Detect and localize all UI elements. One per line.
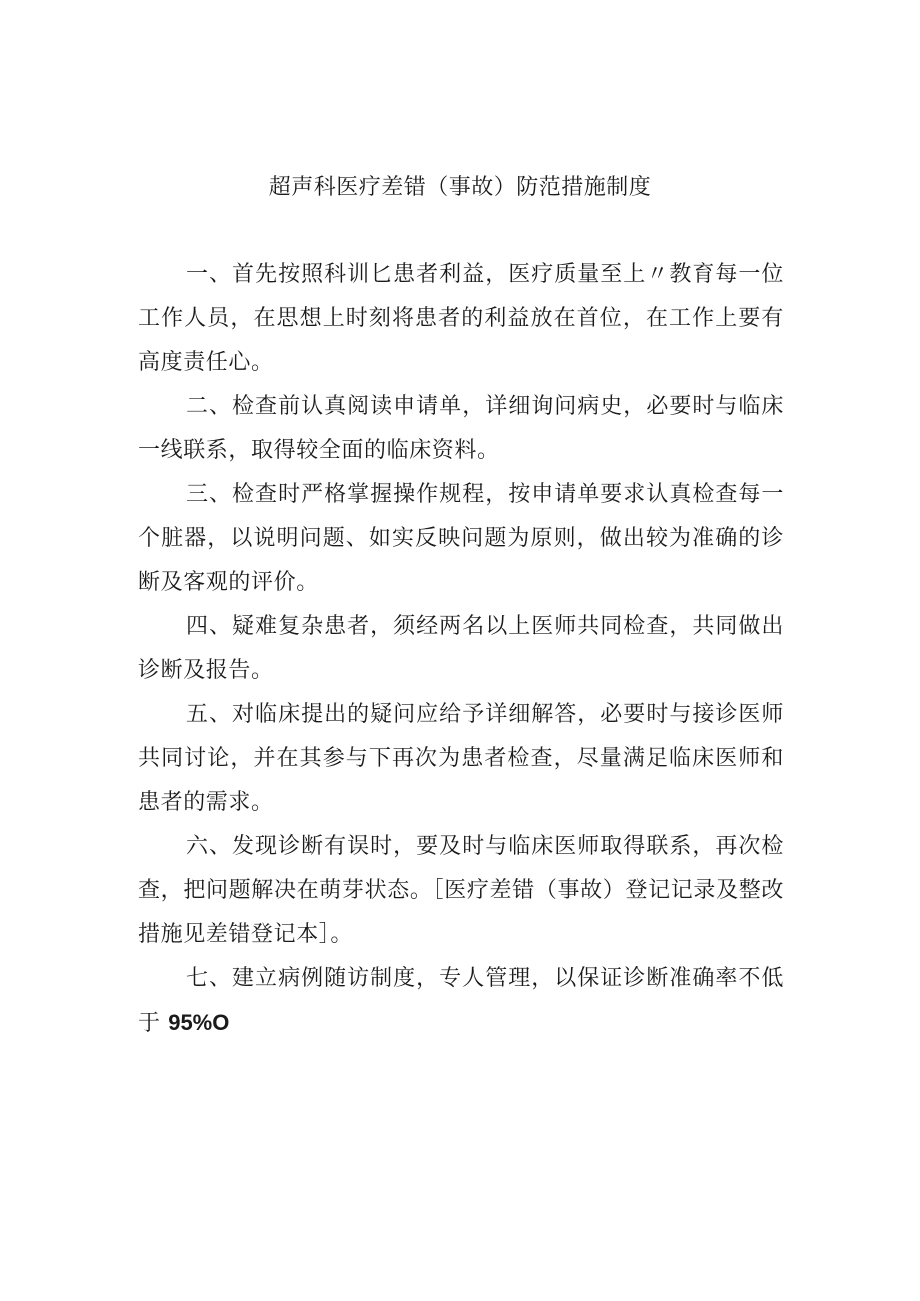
paragraph-4: 四、疑难复杂患者，须经两名以上医师共同检查，共同做出诊断及报告。 [138,614,784,683]
paragraph-3: 三、检查时严格掌握操作规程，按申请单要求认真检查每一个脏器，以说明问题、如实反映问题为原则，做出较为准确的诊断及客观的评价。 [138,482,784,595]
paragraph-5: 五、对临床提出的疑问应给予详细解答，必要时与接诊医师共同讨论，并在其参与下再次为患者检查，尽量满足临床医师和患者的需求。 [138,702,784,815]
paragraph-7-text: 七、建立病例随访制度，专人管理，以保证诊断准确率不低于 [138,966,784,1036]
paragraph-1: 一、首先按照科训匕患者利益，医疗质量至上〃教育每一位工作人员，在思想上时刻将患者的利益放在首位，在工作上要有高度责任心。 [138,262,784,375]
document-title: 超声科医疗差错（事故）防范措施制度 [268,175,652,200]
accuracy-rate-value: 95%O [168,1010,230,1035]
document-body [138,253,784,1046]
paragraph-6: 六、发现诊断有误时，要及时与临床医师取得联系，再次检查，把问题解决在萌芽状态。［医疗差错（事故）登记记录及整改措施见差错登记本］。 [138,834,784,947]
paragraph-7 [138,957,784,1046]
paragraph-2: 二、检查前认真阅读申请单，详细询问病史，必要时与临床一线联系，取得较全面的临床资料。 [138,394,784,463]
